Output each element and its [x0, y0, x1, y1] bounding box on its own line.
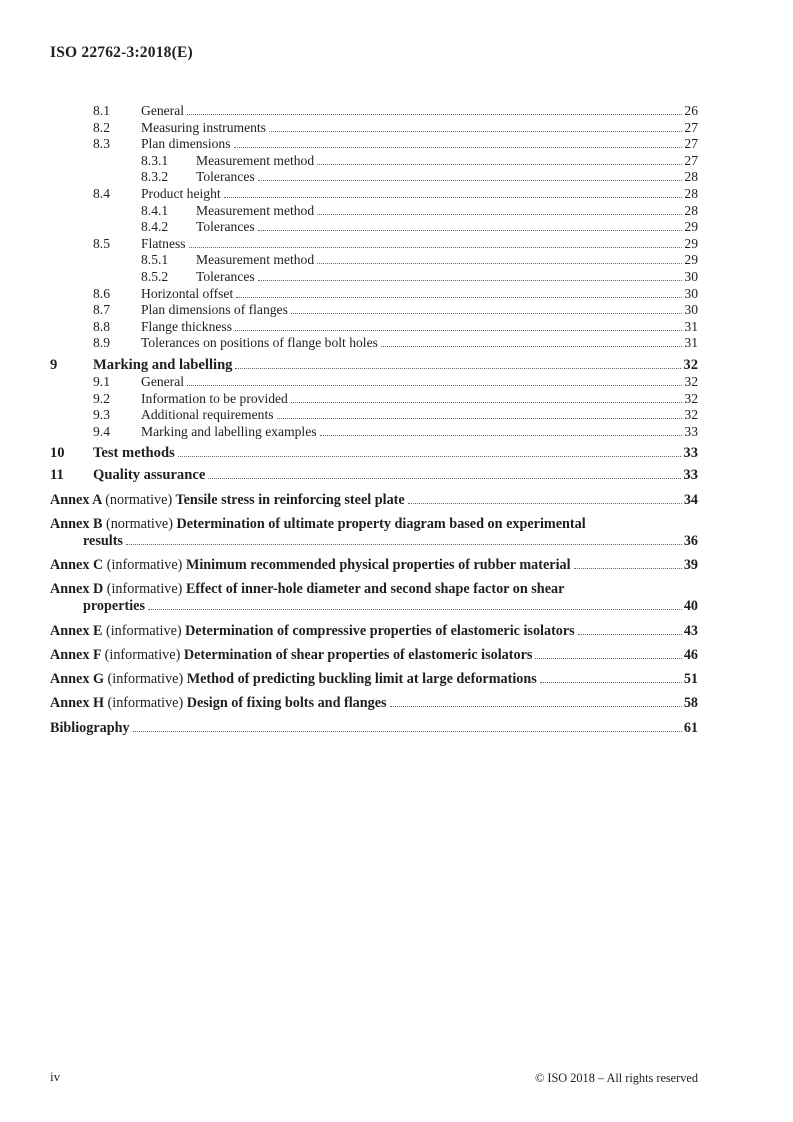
dotted-leader	[258, 280, 683, 281]
toc-entry-title: Measuring instruments	[141, 119, 266, 135]
annex-text	[50, 671, 537, 688]
dotted-leader	[317, 263, 682, 264]
toc-entry-page: 31	[684, 335, 698, 351]
dotted-leader	[126, 544, 682, 545]
annex-title: Determination of compressive properties of elastomeric isolators	[185, 622, 575, 639]
toc-entry-page: 29	[684, 219, 698, 235]
toc-entry-page: 36	[683, 532, 698, 549]
toc-entry-page: 34	[683, 491, 698, 508]
toc-entry	[50, 203, 698, 220]
annex-line	[50, 695, 698, 712]
toc-entry-number: 8.5.2	[141, 268, 169, 284]
toc-entry-number: 9.4	[93, 423, 110, 439]
dotted-leader	[574, 568, 682, 569]
toc-entry-title: Flatness	[141, 235, 186, 251]
toc-entry	[50, 103, 698, 120]
annex-label: Annex D	[50, 581, 104, 598]
toc-entry-title: General	[141, 373, 185, 389]
toc-entry-number: 8.2	[93, 119, 110, 135]
toc-entry-title: Horizontal offset	[141, 285, 234, 301]
dotted-leader	[187, 114, 682, 115]
dotted-leader	[291, 402, 683, 403]
dotted-leader	[235, 368, 681, 369]
toc-entry-page: 32	[684, 407, 698, 423]
toc-entry-page: 27	[684, 136, 698, 152]
toc-entry	[50, 252, 698, 269]
toc-entry	[50, 302, 698, 319]
toc-entry-page: 30	[684, 302, 698, 318]
dotted-leader	[535, 658, 681, 659]
toc-entry	[50, 269, 698, 286]
document-reference: ISO 22762-3:2018(E)	[50, 44, 193, 61]
toc-entry-title: Plan dimensions	[141, 136, 231, 152]
toc-entry-title: Tolerances	[196, 219, 255, 235]
toc-entry-title: Tolerances	[196, 169, 255, 185]
bibliography-entry	[50, 720, 698, 737]
annex-title: Design of fixing bolts and flanges	[186, 695, 387, 712]
dotted-leader	[390, 706, 682, 707]
annex-title-continuation: properties	[83, 598, 145, 615]
annex-line	[50, 581, 698, 598]
annex-line	[50, 647, 698, 664]
toc-entry-page: 40	[683, 598, 698, 615]
toc-entry-title: Quality assurance	[93, 467, 206, 484]
annex-line	[50, 492, 698, 509]
dotted-leader	[578, 634, 682, 635]
annex-type: (informative)	[107, 695, 184, 712]
toc-entry-page: 58	[683, 695, 698, 712]
dotted-leader	[224, 197, 683, 198]
annex-type: (informative)	[104, 646, 181, 663]
toc-entry	[50, 356, 698, 374]
toc-entry-title: Additional requirements	[141, 407, 274, 423]
toc-entry	[50, 407, 698, 424]
toc-entry-number: 8.4.2	[141, 219, 169, 235]
toc-entry	[50, 444, 698, 462]
toc-entry-number: 8.7	[93, 302, 110, 318]
annex-title: Method of predicting buckling limit at large deformations	[186, 671, 537, 688]
annex-line	[50, 516, 698, 533]
toc-entry-title: Plan dimensions of flanges	[141, 302, 288, 318]
dotted-leader	[258, 180, 683, 181]
toc-entry	[50, 219, 698, 236]
toc-entry-title: Measurement method	[196, 252, 315, 268]
toc-entry-page: 32	[683, 356, 698, 373]
annex-label: Annex E	[50, 622, 103, 639]
annex-entry	[50, 647, 698, 664]
toc-entry-page: 33	[683, 467, 698, 484]
toc-entry	[50, 424, 698, 441]
toc-entry-number: 8.3.1	[141, 152, 169, 168]
toc-entry-page: 33	[683, 445, 698, 462]
toc-entry-title: General	[141, 103, 185, 118]
toc-entry-title: Measurement method	[196, 202, 315, 218]
annex-text	[50, 492, 405, 509]
annex-title-continuation: results	[83, 532, 123, 549]
annex-type: (informative)	[106, 557, 183, 574]
annex-entry	[50, 695, 698, 712]
toc-entry-page: 29	[684, 252, 698, 268]
toc-entry-page: 31	[684, 318, 698, 334]
dotted-leader	[258, 230, 683, 231]
annex-entry	[50, 623, 698, 640]
toc-entry-page: 39	[683, 557, 698, 574]
dotted-leader	[187, 385, 682, 386]
annex-entry	[50, 492, 698, 509]
toc-entry-page: 32	[684, 390, 698, 406]
toc-entry	[50, 186, 698, 203]
toc-entry-page: 51	[683, 671, 698, 688]
annex-type: (normative)	[105, 516, 173, 533]
toc-entry-title: Marking and labelling examples	[141, 423, 317, 439]
annex-entry	[50, 516, 698, 550]
toc-entry-title: Tolerances on positions of flange bolt holes	[141, 335, 378, 351]
dotted-leader	[235, 330, 682, 331]
dotted-leader	[277, 418, 683, 419]
toc-entry	[50, 466, 698, 484]
toc-entry-number: 11	[50, 467, 64, 484]
annex-label: Annex G	[50, 671, 104, 688]
toc-entry-number: 9.3	[93, 407, 110, 423]
toc-entry	[50, 169, 698, 186]
annex-text	[50, 695, 387, 712]
toc-entry	[50, 286, 698, 303]
toc-entry-page: 30	[684, 268, 698, 284]
toc-entry-title: Product height	[141, 185, 221, 201]
dotted-leader	[540, 682, 682, 683]
dotted-leader	[236, 297, 682, 298]
toc-entry-title: Test methods	[93, 445, 175, 462]
toc-entry-title: Measurement method	[196, 152, 315, 168]
annex-title: Minimum recommended physical properties of rubber material	[185, 557, 571, 574]
annex-label: Annex H	[50, 695, 104, 712]
toc-entry-page: 30	[684, 285, 698, 301]
dotted-leader	[234, 147, 683, 148]
toc-entry-page: 43	[683, 622, 698, 639]
annex-line	[50, 623, 698, 640]
toc-entry-page: 32	[684, 373, 698, 389]
dotted-leader	[133, 731, 682, 732]
toc-entry-number: 8.6	[93, 285, 110, 301]
annex-title: Determination of shear properties of elastomeric isolators	[183, 646, 533, 663]
annex-continuation-line	[50, 598, 698, 615]
toc-entry-number: 8.5.1	[141, 252, 169, 268]
annex-type: (informative)	[105, 622, 182, 639]
toc-entry-number: 8.3.2	[141, 169, 169, 185]
annex-continuation-line	[50, 533, 698, 550]
annex-label: Annex C	[50, 557, 104, 574]
page-number: iv	[50, 1069, 61, 1084]
dotted-leader	[381, 346, 683, 347]
toc-entry	[50, 236, 698, 253]
toc-entry	[50, 391, 698, 408]
dotted-leader	[148, 609, 682, 610]
dotted-leader	[317, 164, 682, 165]
annex-entry	[50, 671, 698, 688]
toc-entry-page: 26	[684, 103, 698, 118]
toc-entry-title: Flange thickness	[141, 318, 232, 334]
toc-entry	[50, 153, 698, 170]
toc-entry	[50, 136, 698, 153]
dotted-leader	[208, 478, 681, 479]
annex-line	[50, 557, 698, 574]
toc-entry-number: 9.1	[93, 373, 110, 389]
toc-entry-title: Marking and labelling	[93, 356, 233, 373]
annex-type: (normative)	[105, 491, 173, 508]
dotted-leader	[408, 503, 682, 504]
annex-label: Annex F	[50, 646, 102, 663]
toc-entry	[50, 374, 698, 391]
toc-entry-page: 27	[684, 152, 698, 168]
dotted-leader	[317, 214, 682, 215]
annex-title: Effect of inner-hole diameter and second shape factor on shear	[185, 581, 565, 598]
toc-entry-page: 29	[684, 235, 698, 251]
toc-entry-number: 8.4.1	[141, 202, 169, 218]
toc-entry-title: Tolerances	[196, 268, 255, 284]
toc-entry	[50, 335, 698, 352]
toc-entry	[50, 319, 698, 336]
toc-entry-page: 27	[684, 119, 698, 135]
annex-entry	[50, 581, 698, 615]
annex-text	[50, 623, 575, 640]
copyright-notice: © ISO 2018 – All rights reserved	[534, 1071, 698, 1085]
toc-entry-page: 46	[683, 646, 698, 663]
toc-entry-number: 8.4	[93, 185, 110, 201]
toc-entry-page: 61	[683, 719, 698, 736]
toc-entry-number: 8.1	[93, 103, 110, 118]
toc-entry-number: 10	[50, 445, 65, 462]
dotted-leader	[189, 247, 683, 248]
annex-line	[50, 671, 698, 688]
annex-type: (informative)	[106, 581, 183, 598]
dotted-leader	[269, 131, 682, 132]
toc-entry-number: 9	[50, 356, 58, 373]
annex-text	[50, 647, 532, 664]
toc-entry-title: Information to be provided	[141, 390, 288, 406]
toc-entry-number: 8.3	[93, 136, 110, 152]
table-of-contents	[50, 103, 698, 737]
toc-entry-number: 8.9	[93, 335, 110, 351]
annex-label: Annex A	[50, 491, 102, 508]
toc-entry-number: 8.8	[93, 318, 110, 334]
dotted-leader	[178, 456, 682, 457]
annex-type: (informative)	[107, 671, 184, 688]
annex-text	[50, 557, 571, 574]
annex-title: Tensile stress in reinforcing steel plate	[175, 491, 405, 508]
bibliography-title: Bibliography	[50, 719, 130, 736]
toc-entry-page: 28	[684, 202, 698, 218]
toc-entry-page: 33	[684, 423, 698, 439]
dotted-leader	[291, 313, 683, 314]
toc-entry-page: 28	[684, 169, 698, 185]
toc-entry-number: 9.2	[93, 390, 110, 406]
annex-entry	[50, 557, 698, 574]
toc-entry	[50, 120, 698, 137]
annex-title: Determination of ultimate property diagram based on experimental	[176, 516, 586, 533]
toc-entry-number: 8.5	[93, 235, 110, 251]
toc-entry-page: 28	[684, 185, 698, 201]
annex-label: Annex B	[50, 516, 103, 533]
dotted-leader	[320, 435, 683, 436]
